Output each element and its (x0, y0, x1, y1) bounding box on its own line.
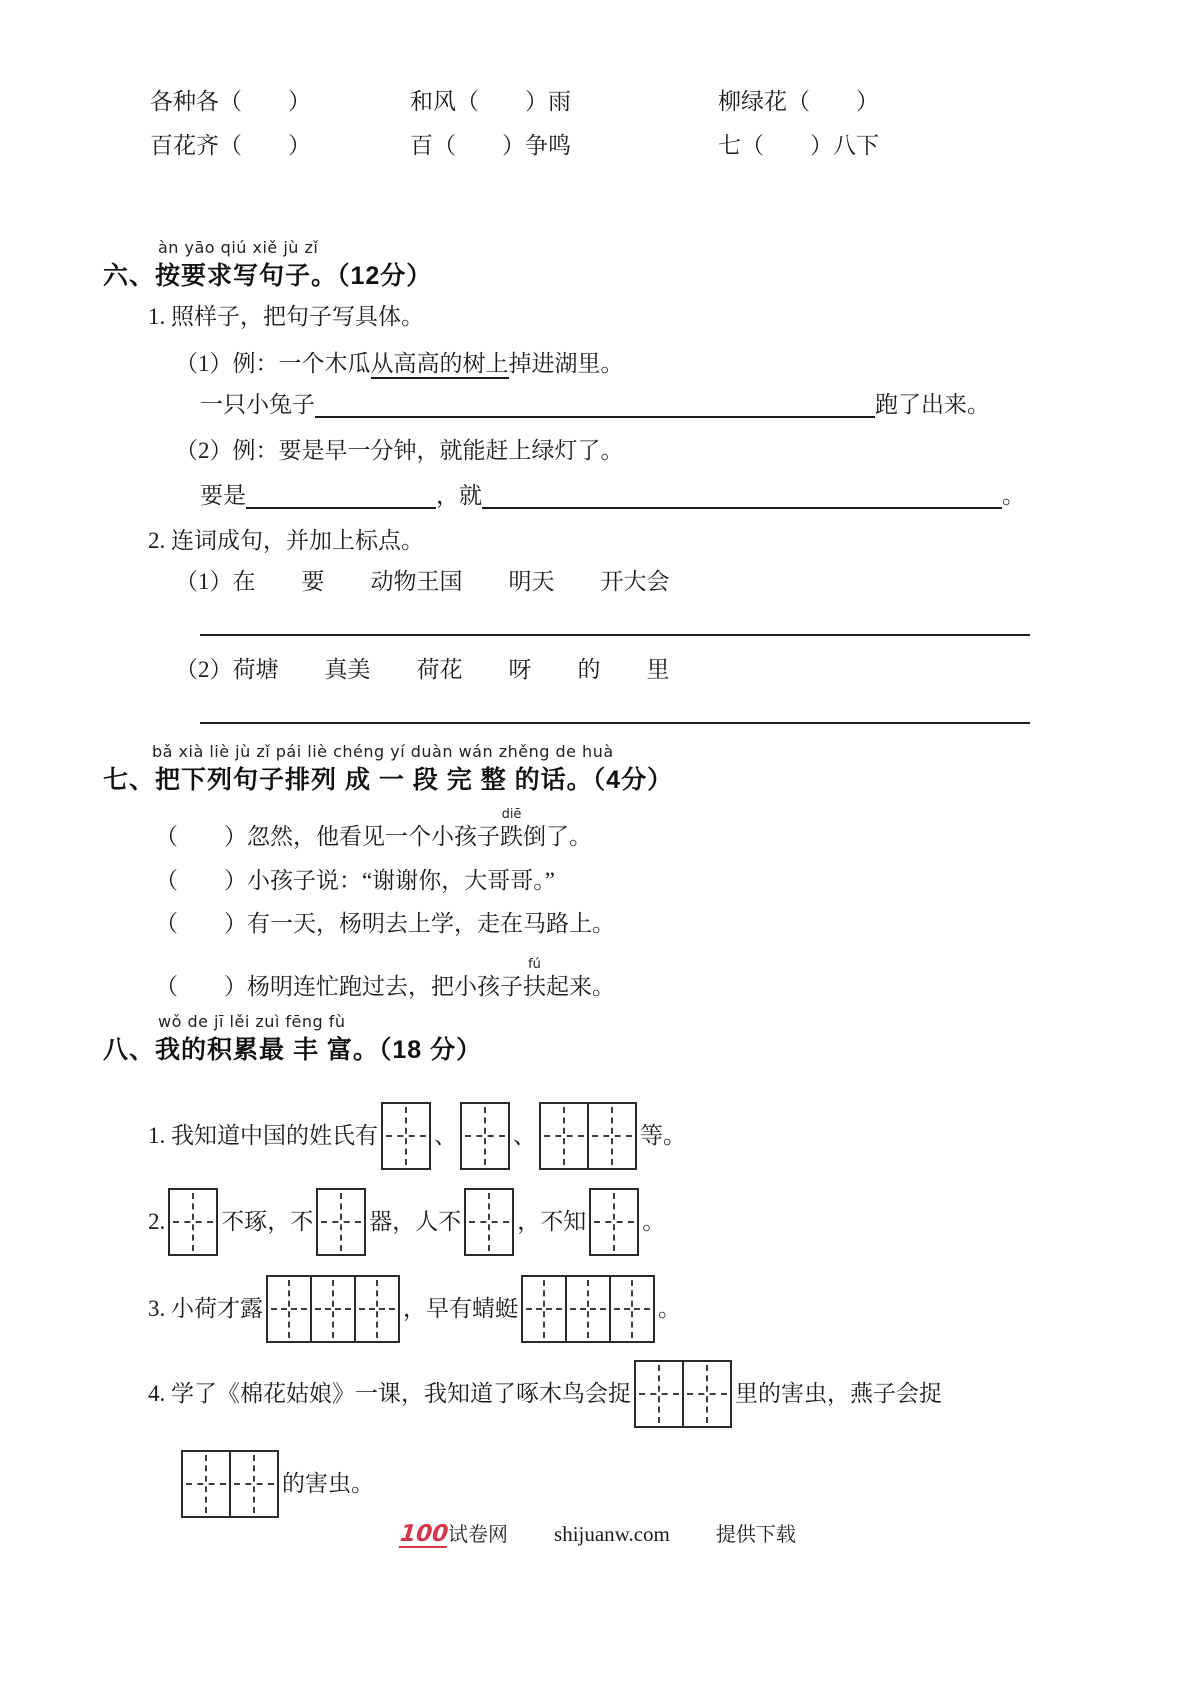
s8-item-2 (148, 1188, 665, 1256)
s7-sentence-3 (155, 910, 615, 939)
footer-url: shijuanw.com (554, 1522, 670, 1546)
s6-q2-words1: （1）在 要 动物王国 明天 开大会 (175, 569, 670, 594)
writing-box-group (316, 1188, 366, 1256)
fill1-post: 跑了出来。 (875, 392, 990, 417)
s8-1-pre: 1. 我知道中国的姓氏有 (148, 1122, 378, 1148)
s8-3-post: 。 (658, 1295, 681, 1321)
order-paren: （ ） (155, 868, 247, 893)
section8-title: 八、我的积累最 丰 富。（18 分） (103, 1036, 483, 1064)
section7-title: 七、把下列句子排列 成 一 段 完 整 的话。（4分） (103, 766, 674, 794)
s7-3-text: 有一天，杨明去上学，走在马路上。 (247, 911, 615, 936)
writing-box-group (521, 1275, 655, 1343)
writing-box-cell (539, 1102, 589, 1170)
s6-q2-words2: （2）荷塘 真美 荷花 呀 的 里 (175, 657, 670, 682)
example1-post: 掉进湖里。 (508, 351, 624, 376)
pinyin-annotation: fú (528, 957, 541, 972)
s7-4-pre: 杨明连忙跑过去，把小孩子 (247, 974, 523, 999)
example1-underlined: 从高高的树上 (371, 351, 509, 379)
s6-q1-label: 1. 照样子，把句子写具体。 (148, 304, 424, 329)
writing-box-cell (609, 1275, 655, 1343)
writing-box-cell (168, 1188, 218, 1256)
answer-line (200, 634, 1030, 636)
s7-sentence-4 (155, 957, 615, 1002)
s6-q1-fill-sentence1 (200, 391, 990, 420)
idiom-blank: 各种各（ ） (150, 89, 311, 114)
writing-box-cell (587, 1102, 637, 1170)
s8-item-4-line2 (178, 1450, 374, 1518)
idiom-blank: 百（ ）争鸣 (410, 133, 571, 158)
section7-pinyin: bǎ xià liè jù zǐ pái liè chéng yí duàn wán zhěng de huà (152, 742, 614, 761)
s8-2-text1: 不琢，不 (221, 1208, 314, 1234)
writing-box-group (181, 1450, 279, 1518)
writing-box-cell (460, 1102, 510, 1170)
order-paren: （ ） (155, 824, 247, 849)
s6-q2-label: 2. 连词成句，并加上标点。 (148, 528, 424, 553)
writing-box-group (539, 1102, 637, 1170)
footer-download-label: 提供下载 (715, 1524, 796, 1546)
s8-item-3 (148, 1275, 681, 1343)
s6-q1-fill-sentence2 (200, 482, 1025, 511)
s7-1-post: 倒了。 (523, 824, 592, 849)
s8-item-1 (148, 1102, 686, 1170)
writing-box-group (634, 1360, 732, 1428)
s8-2-text2: 器，人不 (369, 1208, 462, 1234)
list-separator: 、 (434, 1122, 457, 1148)
s7-sentence-2 (155, 867, 555, 896)
fill2-post: 。 (1002, 483, 1025, 508)
writing-box-cell (589, 1188, 639, 1256)
s7-1-ruby-char (500, 807, 523, 852)
writing-box-group (266, 1275, 400, 1343)
s7-4-post: 起来。 (546, 974, 615, 999)
writing-box-group (460, 1102, 510, 1170)
s7-2-text: 小孩子说：“谢谢你，大哥哥。” (247, 868, 555, 893)
blank-line (246, 485, 436, 509)
s8-item-4-line1 (148, 1360, 942, 1428)
s6-q1-example2: （2）例：要是早一分钟，就能赶上绿灯了。 (175, 438, 624, 463)
section6-pinyin: àn yāo qiú xiě jù zǐ (158, 238, 319, 257)
s7-4-ruby-base: 扶 (523, 974, 546, 999)
s7-4-ruby-char (523, 957, 546, 1002)
writing-box-group (589, 1188, 639, 1256)
footer-brand (400, 1518, 508, 1548)
idiom-blank: 七（ ）八下 (718, 133, 879, 158)
pinyin-annotation: diē (501, 807, 522, 822)
writing-box-cell (634, 1360, 684, 1428)
section8-pinyin: wǒ de jī lěi zuì fēng fù (158, 1012, 346, 1031)
s6-q1-example1 (175, 350, 624, 379)
writing-box-cell (464, 1188, 514, 1256)
writing-box-cell (181, 1450, 231, 1518)
s7-sentence-1 (155, 807, 592, 852)
section6-title: 六、按要求写句子。（12分） (103, 262, 433, 290)
footer-logo-100: 100 (398, 1521, 450, 1547)
writing-box-cell (316, 1188, 366, 1256)
s8-3-mid: ，早有蜻蜓 (403, 1295, 518, 1321)
list-separator: 、 (513, 1122, 536, 1148)
blank-line (482, 485, 1002, 509)
writing-box-cell (682, 1360, 732, 1428)
order-paren: （ ） (155, 911, 247, 936)
idiom-blank: 百花齐（ ） (150, 133, 311, 158)
s8-2-number: 2. (148, 1208, 166, 1234)
footer-site-name: 试卷网 (448, 1524, 509, 1546)
writing-box-cell (354, 1275, 400, 1343)
fill2-pre: 要是 (200, 483, 246, 508)
writing-box-group (381, 1102, 431, 1170)
writing-box-cell (266, 1275, 312, 1343)
writing-box-cell (310, 1275, 356, 1343)
writing-box-cell (565, 1275, 611, 1343)
s8-1-post: 等。 (640, 1122, 686, 1148)
writing-box-cell (229, 1450, 279, 1518)
writing-box-group (168, 1188, 218, 1256)
s7-1-pre: 忽然，他看见一个小孩子 (247, 824, 500, 849)
s8-4-post: 的害虫。 (282, 1470, 374, 1496)
fill2-mid: ，就 (436, 483, 482, 508)
writing-box-group (464, 1188, 514, 1256)
s8-4-mid: 里的害虫，燕子会捉 (735, 1380, 942, 1406)
fill1-pre: 一只小兔子 (200, 392, 315, 417)
footer (400, 1518, 796, 1548)
blank-line (315, 394, 875, 418)
order-paren: （ ） (155, 974, 247, 999)
writing-box-cell (381, 1102, 431, 1170)
s8-3-pre: 3. 小荷才露 (148, 1295, 263, 1321)
answer-line (200, 722, 1030, 724)
s8-2-text4: 。 (642, 1208, 666, 1234)
s8-4-pre: 4. 学了《棉花姑娘》一课，我知道了啄木鸟会捉 (148, 1380, 631, 1406)
idiom-blank: 和风（ ）雨 (410, 89, 571, 114)
s8-2-text3: ，不知 (517, 1208, 587, 1234)
s7-1-ruby-base: 跌 (500, 824, 523, 849)
writing-box-cell (521, 1275, 567, 1343)
example1-pre: （1）例：一个木瓜 (175, 351, 371, 376)
idiom-blank: 柳绿花（ ） (718, 89, 879, 114)
